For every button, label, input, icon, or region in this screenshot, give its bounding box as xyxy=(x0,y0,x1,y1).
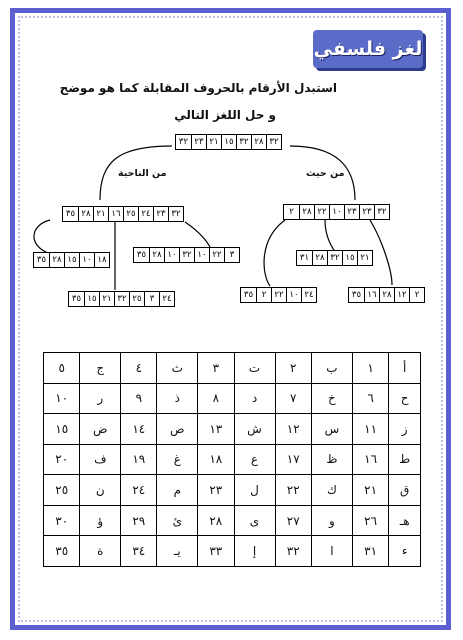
right-sub-row-c xyxy=(348,287,425,303)
number-cell: ٢٤ xyxy=(301,288,316,302)
number-cell: ٢ xyxy=(289,207,294,217)
number-cell: ٣٣ xyxy=(198,536,234,567)
number-cell: ٢٢ xyxy=(271,288,286,302)
number-cell: ١٠ xyxy=(329,205,344,219)
number-cell: ١٦ xyxy=(108,207,123,221)
table-row xyxy=(44,383,421,414)
letter-cell: ث xyxy=(157,353,198,384)
number-cell: ١٤ xyxy=(121,414,157,445)
number-cell: ٣٥ xyxy=(243,290,254,300)
number-cell: ١١ xyxy=(352,414,388,445)
number-cell: ٢٥ xyxy=(123,207,138,221)
left-branch-label: من الناحية xyxy=(118,168,167,179)
number-cell: ١٦ xyxy=(364,288,379,302)
root-cell: ٢٨ xyxy=(251,135,266,149)
number-cell: ١٧ xyxy=(275,444,311,475)
number-cell: ٢ xyxy=(409,288,424,302)
letter-cell: ر xyxy=(80,383,121,414)
number-cell: ١٢ xyxy=(394,288,409,302)
root-cell: ٢٣ xyxy=(191,135,206,149)
letter-cell: ز xyxy=(389,414,421,445)
number-cell: ٢٣ xyxy=(359,205,374,219)
number-cell: ١٥ xyxy=(342,251,357,265)
letter-cell: ف xyxy=(80,444,121,475)
number-cell: ٦ xyxy=(352,383,388,414)
number-cell: ٢٨ xyxy=(49,253,64,267)
number-cell: ٢١ xyxy=(93,207,108,221)
letter-cell: ح xyxy=(389,383,421,414)
table-row xyxy=(44,475,421,506)
number-cell: ٣٥ xyxy=(36,255,47,265)
letter-cell: ك xyxy=(311,475,352,506)
number-cell: ٢٣ xyxy=(344,205,359,219)
number-cell: ٢٩ xyxy=(121,505,157,536)
number-cell: ٢ xyxy=(256,288,271,302)
number-cell: ١٠ xyxy=(44,383,80,414)
left-sub-row-a xyxy=(33,252,110,268)
number-cell: ١٠ xyxy=(79,253,94,267)
number-cell: ٣٢ xyxy=(168,207,183,221)
letter-cell: ا xyxy=(311,536,352,567)
letter-cell: ش xyxy=(234,414,275,445)
letter-cell: أ xyxy=(389,353,421,384)
table-row xyxy=(44,536,421,567)
letter-cell: يـ xyxy=(157,536,198,567)
number-cell: ٢٤ xyxy=(138,207,153,221)
number-cell: ٣٥ xyxy=(65,209,76,219)
number-cell: ١ xyxy=(352,353,388,384)
letter-cell: ء xyxy=(389,536,421,567)
number-cell: ٢٠ xyxy=(44,444,80,475)
letter-cell: هـ xyxy=(389,505,421,536)
number-cell: ٣٥ xyxy=(351,290,362,300)
page-title: لغز فلسفي xyxy=(313,38,423,60)
letter-cell: ئ xyxy=(157,505,198,536)
table-row xyxy=(44,505,421,536)
number-cell: ٢ xyxy=(275,353,311,384)
left-sub-row-b xyxy=(133,247,240,263)
letter-cell: خ xyxy=(311,383,352,414)
letter-cell: س xyxy=(311,414,352,445)
number-cell: ١٢ xyxy=(275,414,311,445)
number-cell: ٣٥ xyxy=(71,294,82,304)
number-cell: ٣ xyxy=(144,292,159,306)
number-cell: ٣٢ xyxy=(275,536,311,567)
number-cell: ٢٨ xyxy=(312,251,327,265)
number-cell: ٢٢ xyxy=(314,205,329,219)
number-cell: ٢٥ xyxy=(129,292,144,306)
root-cell: ٣٢ xyxy=(266,135,281,149)
number-cell: ٣٢ xyxy=(327,251,342,265)
number-cell: ٢٨ xyxy=(149,248,164,262)
number-cell: ٢٣ xyxy=(198,475,234,506)
instruction-line-1: استبدل الأرقام بالحروف المقابلة كما هو موضح xyxy=(59,81,337,95)
number-cell: ١٥ xyxy=(64,253,79,267)
number-cell: ٢٢ xyxy=(275,475,311,506)
left-sub-row-c xyxy=(68,291,175,307)
letter-cell: ط xyxy=(389,444,421,475)
root-number-row xyxy=(175,134,282,150)
letter-cell: ن xyxy=(80,475,121,506)
number-cell: ٤ xyxy=(121,353,157,384)
table-row xyxy=(44,353,421,384)
number-cell: ١٦ xyxy=(352,444,388,475)
number-cell: ٢٧ xyxy=(275,505,311,536)
left-main-row xyxy=(62,206,184,222)
number-cell: ٣ xyxy=(198,353,234,384)
table-row xyxy=(44,444,421,475)
number-cell: ٣ xyxy=(224,248,239,262)
number-cell: ٢٢ xyxy=(209,248,224,262)
number-cell: ٣١ xyxy=(352,536,388,567)
number-cell: ٢٨ xyxy=(198,505,234,536)
number-cell: ٢٤ xyxy=(159,292,174,306)
number-cell: ٢٥ xyxy=(44,475,80,506)
number-cell: ٣٢ xyxy=(179,248,194,262)
letter-cell: ج xyxy=(80,353,121,384)
number-cell: ٢٨ xyxy=(299,205,314,219)
letter-cell: ؤ xyxy=(80,505,121,536)
number-cell: ٣٢ xyxy=(114,292,129,306)
number-cell: ٣٢ xyxy=(374,205,389,219)
number-cell: ١٣ xyxy=(198,414,234,445)
root-cell: ٢١ xyxy=(206,135,221,149)
right-main-row xyxy=(283,204,390,220)
number-cell: ٢٨ xyxy=(78,207,93,221)
letter-cell: و xyxy=(311,505,352,536)
letter-number-table xyxy=(43,352,421,567)
letter-cell: ق xyxy=(389,475,421,506)
instruction-line-2: و حل اللغز التالي xyxy=(174,108,276,122)
letter-cell: م xyxy=(157,475,198,506)
number-cell: ١٥ xyxy=(44,414,80,445)
number-cell: ١٨ xyxy=(94,253,109,267)
letter-cell: غ xyxy=(157,444,198,475)
number-cell: ٨ xyxy=(198,383,234,414)
letter-cell: ل xyxy=(234,475,275,506)
number-cell: ٢٣ xyxy=(153,207,168,221)
letter-cell: ض xyxy=(80,414,121,445)
number-cell: ٢١ xyxy=(99,292,114,306)
number-cell: ٧ xyxy=(275,383,311,414)
number-cell: ٥ xyxy=(44,353,80,384)
root-cell: ٣٢ xyxy=(236,135,251,149)
number-cell: ١٩ xyxy=(121,444,157,475)
letter-cell: ذ xyxy=(157,383,198,414)
number-cell: ٣٠ xyxy=(44,505,80,536)
letter-cell: إ xyxy=(234,536,275,567)
number-cell: ١٥ xyxy=(84,292,99,306)
table-row xyxy=(44,414,421,445)
right-branch-label: من حيث xyxy=(306,168,345,179)
number-cell: ٣١ xyxy=(299,253,310,263)
number-cell: ١٠ xyxy=(194,248,209,262)
number-cell: ٢٦ xyxy=(352,505,388,536)
letter-cell: ب xyxy=(311,353,352,384)
letter-cell: ت xyxy=(234,353,275,384)
number-cell: ٣٥ xyxy=(136,250,147,260)
letter-cell: ة xyxy=(80,536,121,567)
letter-cell: ص xyxy=(157,414,198,445)
right-sub-row-a xyxy=(296,250,373,266)
root-cell: ١٥ xyxy=(221,135,236,149)
letter-cell: ع xyxy=(234,444,275,475)
number-cell: ٣٥ xyxy=(44,536,80,567)
number-cell: ١٠ xyxy=(286,288,301,302)
number-cell: ٢٤ xyxy=(121,475,157,506)
letter-cell: ى xyxy=(234,505,275,536)
number-cell: ٢٨ xyxy=(379,288,394,302)
number-cell: ١٨ xyxy=(198,444,234,475)
number-cell: ٢١ xyxy=(357,251,372,265)
number-cell: ٣٤ xyxy=(121,536,157,567)
root-cell: ٣٢ xyxy=(178,137,189,147)
right-sub-row-b xyxy=(240,287,317,303)
number-cell: ٢١ xyxy=(352,475,388,506)
letter-cell: ظ xyxy=(311,444,352,475)
number-cell: ٩ xyxy=(121,383,157,414)
number-cell: ١٠ xyxy=(164,248,179,262)
letter-cell: د xyxy=(234,383,275,414)
